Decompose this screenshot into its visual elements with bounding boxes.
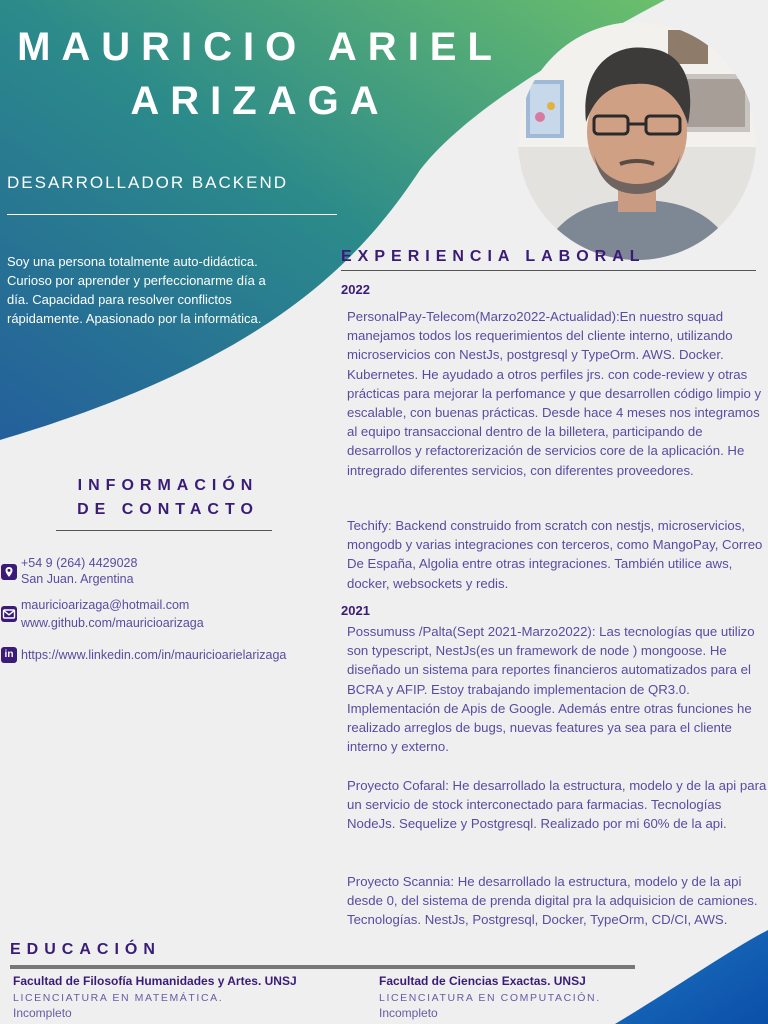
divider bbox=[56, 530, 272, 531]
linkedin-link[interactable]: https://www.linkedin.com/in/mauricioarielarizaga bbox=[21, 648, 287, 662]
phone-number: +54 9 (264) 4429028 bbox=[21, 556, 138, 570]
candidate-name bbox=[0, 20, 520, 128]
education-degree: LICENCIATURA EN COMPUTACIÓN. bbox=[379, 992, 601, 1004]
education-degree: LICENCIATURA EN MATEMÁTICA. bbox=[13, 992, 224, 1004]
divider bbox=[341, 270, 756, 271]
year-label: 2021 bbox=[341, 603, 370, 618]
phone-icon bbox=[1, 564, 17, 580]
name-line-1: MAURICIO ARIEL bbox=[17, 25, 503, 69]
divider bbox=[7, 214, 337, 215]
experience-entry: Techify: Backend construido from scratch con nestjs, microservicios, mongodb y varias integraciones con terceros, como MangoPay, Correo De España, Algolia entre otras integraciones. También utilice aws, docker, websockets y redis. bbox=[347, 518, 763, 591]
github-link[interactable]: www.github.com/mauricioarizaga bbox=[21, 616, 204, 630]
location: San Juan. Argentina bbox=[21, 572, 134, 586]
profile-summary: Soy una persona totalmente auto-didáctica. Curioso por aprender y perfeccionarme día a día. Capacidad para resolver conflictos rápidamente. Apasionado por la informática. bbox=[7, 254, 266, 326]
divider bbox=[10, 965, 635, 969]
avatar bbox=[518, 22, 756, 260]
education-status: Incompleto bbox=[379, 1006, 438, 1020]
contact-heading-line-2: DE CONTACTO bbox=[77, 501, 259, 518]
education-institution: Facultad de Filosofía Humanidades y Artes. UNSJ bbox=[13, 974, 297, 988]
experience-entry: Proyecto Cofaral: He desarrollado la estructura, modelo y de la api para un servicio de stock interconectado para farmacias. Tecnologías NodeJs. Sequelize y Postgresql. Realizado por mi 60% de la api. bbox=[347, 778, 767, 832]
experience-entry: Possumuss /Palta(Sept 2021-Marzo2022): Las tecnologías que utilizo son typescript, NestJs(es un framework de node ) mongoose. He diseñado un sistema para reportes financieros automatizados para el BCRA y AFIP. Estoy trabajando implementacion de QR3.0. Implementación de Apis de Google. Además entre otras funciones he realizado arreglos de bugs, nuevas features ya sea para el cliente interno y externo. bbox=[347, 624, 755, 755]
email-icon bbox=[1, 606, 17, 622]
education-institution: Facultad de Ciencias Exactas. UNSJ bbox=[379, 974, 586, 988]
experience-heading: EXPERIENCIA LABORAL bbox=[341, 248, 646, 265]
education-heading: EDUCACIÓN bbox=[10, 941, 161, 958]
experience-entry: Proyecto Scannia: He desarrollado la estructura, modelo y de la api desde 0, del sistema de prenda digital pra la adquisicion de camiones. Tecnologías. NestJs, Postgresql, Docker, TypeOrm, CD/CI, AWS. bbox=[347, 874, 758, 928]
email-link[interactable]: mauricioarizaga@hotmail.com bbox=[21, 598, 190, 612]
contact-heading bbox=[48, 474, 288, 522]
job-title: DESARROLLADOR BACKEND bbox=[7, 173, 289, 192]
education-status: Incompleto bbox=[13, 1006, 72, 1020]
experience-entry: PersonalPay-Telecom(Marzo2022-Actualidad):En nuestro squad manejamos todos los requerimientos del cliente interno, utilizando microservicios con NestJs, postgresql y TypeOrm. AWS. Docker. Kubernetes. He ayudado a otros perfiles jrs. con code-review y otras prácticas para mejorar la perfomance y que desarrollen código limpio y escalable, con buenas prácticas. Desde hace 4 meses nos integramos al equipo transaccional dentro de la billetera, participando de desarrollos y refactorerización de servicios core de la aplicación. He intregrado diferentes servicios, con diferentes proveedores. bbox=[347, 309, 762, 478]
name-line-2: ARIZAGA bbox=[130, 79, 390, 123]
contact-heading-line-1: INFORMACIÓN bbox=[77, 477, 259, 494]
year-label: 2022 bbox=[341, 282, 370, 297]
linkedin-icon: in bbox=[1, 647, 17, 663]
